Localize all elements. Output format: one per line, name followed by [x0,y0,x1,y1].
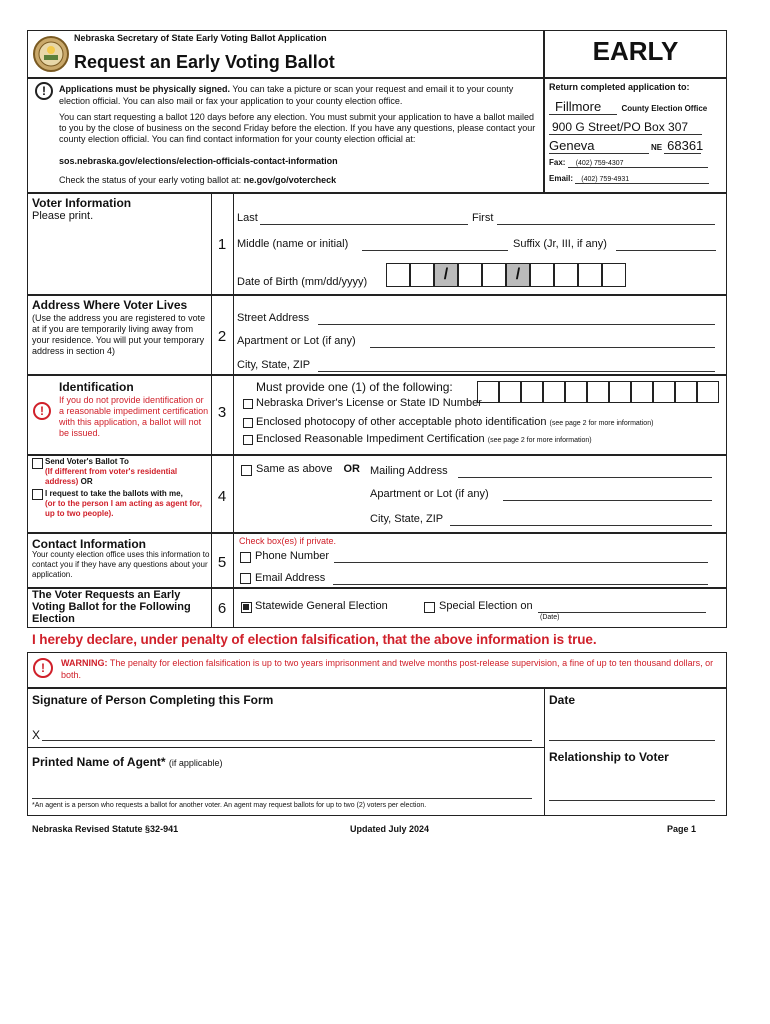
s5-number: 5 [217,554,227,571]
contact-url[interactable]: sos.nebraska.gov/elections/election-officials-contact-information [59,156,338,166]
last-name-input[interactable] [260,224,468,225]
last-label: Last [237,212,258,224]
city-label: City, State, ZIP [237,359,311,371]
signature-x: X [32,728,41,742]
street-input[interactable] [318,324,715,325]
s5-sub: Your county election office uses this information to contact you if they have any questions about your application. [32,550,210,579]
dob-m2[interactable] [410,263,434,287]
license-label: Nebraska Driver's License or State ID Number [256,397,482,409]
id-alert-icon: ! [33,402,51,420]
apt-label: Apartment or Lot (if any) [237,335,356,347]
state-seal [33,36,69,72]
statute: Nebraska Revised Statute §32-941 [32,824,179,834]
agent-footnote: *An agent is a person who requests a ballot for another voter. An agent may request ballots for up to two (2) voters per election. [32,802,427,809]
send-ballot-checkbox[interactable] [32,458,43,469]
email-label: Email Address [255,572,326,584]
impediment-label: Enclosed Reasonable Impediment Certification (see page 2 for more information) [256,433,592,445]
suffix-label: Suffix (Jr, III, if any) [513,238,607,250]
photo-id-label: Enclosed photocopy of other acceptable photo identification (see page 2 for more information) [256,416,654,428]
return-city: Geneva [549,138,649,154]
s3-sub: If you do not provide identification or a reasonable impediment certification with this application, a ballot will not be issued. [59,395,209,438]
same-as-above-checkbox[interactable] [241,465,252,476]
s3-number: 3 [217,404,227,421]
suffix-input[interactable] [616,250,716,251]
return-email: (402) 759-4931 [575,176,709,184]
dob-m1[interactable] [386,263,410,287]
relationship-input[interactable] [549,800,715,801]
return-county: Fillmore [549,99,617,115]
s6-number: 6 [217,600,227,617]
votercheck-line: Check the status of your early voting ballot at: ne.gov/go/votercheck [59,175,337,185]
mail-apt-input[interactable] [503,500,712,501]
mail-city-input[interactable] [450,525,712,526]
updated: Updated July 2024 [350,824,430,834]
s2-sub: (Use the address you are registered to vote at if you are temporarily living away from your residence. You will put your temporary address in section 4) [32,313,206,356]
mailing-input[interactable] [458,477,712,478]
special-date-input[interactable] [538,612,706,613]
impediment-checkbox[interactable] [243,435,253,445]
dob-label: Date of Birth (mm/dd/yyyy) [237,276,368,288]
votercheck-link[interactable]: ne.gov/go/votercheck [243,175,337,185]
s5-title: Contact Information [32,537,146,551]
intro-physical: Applications must be physically signed. You can take a picture or scan your request and email it to your county election official. You can also mail or fax your application to your county election office. [59,84,514,106]
phone-label: Phone Number [255,550,329,562]
middle-name-input[interactable] [362,250,508,251]
mail-apt-label: Apartment or Lot (if any) [370,488,489,500]
email-input[interactable] [333,584,708,585]
s3-title: Identification [59,380,134,394]
phone-input[interactable] [334,562,708,563]
photo-id-checkbox[interactable] [243,418,253,428]
return-city-line: Geneva NE 68361 [549,138,704,153]
dob-y4[interactable] [602,263,626,287]
dob-slash-2: / [506,263,530,287]
warning-icon: ! [33,658,53,678]
page-number: Page 1 [667,824,697,834]
agent-checkbox[interactable] [32,489,43,500]
s1-title: Voter Information [32,196,132,210]
return-email-line: Email: (402) 759-4931 [549,174,709,184]
signature-title: Signature of Person Completing this Form [32,693,274,707]
dob-y3[interactable] [578,263,602,287]
s6-title: The Voter Requests an Early Voting Ballot for the Following Election [32,589,191,625]
private-note: Check box(es) if private. [239,536,337,546]
same-as-above-label: Same as above OR [256,463,360,475]
must-provide: Must provide one (1) of the following: [256,380,453,394]
return-fax-line: Fax: (402) 759-4307 [549,158,708,168]
dob-y2[interactable] [554,263,578,287]
signature-input[interactable] [42,740,532,741]
mailing-label: Mailing Address [370,465,448,477]
phone-private-checkbox[interactable] [240,552,251,563]
date-label: Date [549,693,576,707]
date-input[interactable] [549,740,715,741]
email-private-checkbox[interactable] [240,573,251,584]
middle-label: Middle (name or initial) [237,238,349,250]
city-input[interactable] [318,371,715,372]
statewide-checkbox[interactable] [241,602,252,613]
s2-title: Address Where Voter Lives [32,298,188,312]
special-label: Special Election on [439,600,533,612]
mail-city-label: City, State, ZIP [370,513,444,525]
dob-d2[interactable] [482,263,506,287]
return-fax: (402) 759-4307 [568,160,708,168]
declaration: I hereby declare, under penalty of election falsification, that the above information is true. [32,632,597,647]
return-heading: Return completed application to: [549,82,690,92]
s2-number: 2 [217,328,227,345]
statewide-label: Statewide General Election [255,600,388,612]
apt-input[interactable] [370,347,715,348]
return-county-line: Fillmore County Election Office [549,98,723,116]
dob-slash-1: / [434,263,458,287]
agency-title: Nebraska Secretary of State Early Voting Ballot Application [74,33,327,43]
send-ballot-text: Send Voter's Ballot To (If different from voter's residential address) OR [45,457,178,486]
dob-d1[interactable] [458,263,482,287]
early-badge: EARLY [592,36,679,66]
relationship-label: Relationship to Voter [549,750,669,764]
license-checkbox[interactable] [243,399,253,409]
return-zip: 68361 [664,138,701,154]
warning-text: WARNING: The penalty for election falsification is up to two years imprisonment and twelve months post-release supervision, a fine of up to ten thousand dollars, or both. [61,658,714,680]
dob-y1[interactable] [530,263,554,287]
first-label: First [472,212,494,224]
printed-name-input[interactable] [32,798,532,799]
return-street-line [549,118,702,136]
s4-number: 4 [217,488,227,505]
printed-name-label: Printed Name of Agent* (if applicable) [32,755,223,769]
intro-paragraph: You can start requesting a ballot 120 days before any election. You must submit your application to have a ballot mailed to you by the close of business on the second Friday before the election. If you have any questions, please contact your county election official. You can find contact information for your county election official at: [59,112,536,144]
special-date-caption: (Date) [540,614,560,621]
s1-sub: Please print. [32,210,94,222]
street-label: Street Address [237,312,310,324]
first-name-input[interactable] [497,224,715,225]
alert-icon: ! [35,82,53,100]
return-street: 900 G Street/PO Box 307 [549,120,702,135]
s1-number: 1 [217,236,227,253]
special-checkbox[interactable] [424,602,435,613]
page-title: Request an Early Voting Ballot [74,52,335,72]
agent-text: I request to take the ballots with me, (or to the person I am acting as agent for, up to two people). [45,489,202,518]
